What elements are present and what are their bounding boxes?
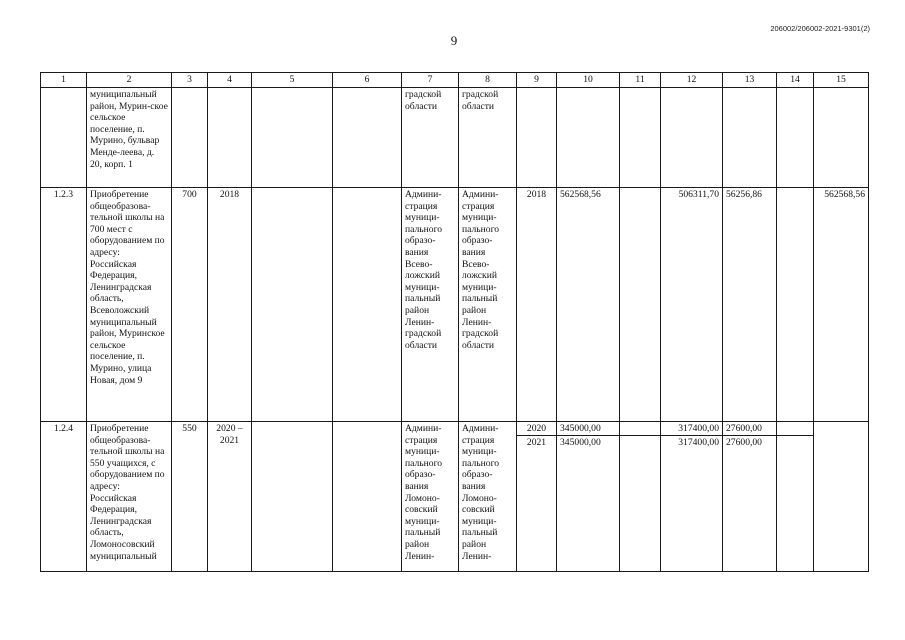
column-number: 10 — [557, 73, 620, 88]
period-value: 2018 — [208, 188, 252, 422]
column-number: 5 — [252, 73, 333, 88]
object-description: муниципальный район, Мурин-ское сельское поселение, п. Мурино, бульвар Менде-леева, д. 20, корп. 1 — [87, 88, 172, 188]
column-number: 13 — [723, 73, 777, 88]
capacity-value: 550 — [172, 422, 208, 572]
column-number-row — [41, 73, 869, 88]
table-row — [41, 188, 869, 422]
year-value: 2018 — [517, 188, 557, 422]
regional-budget-amount: 317400,00 — [661, 422, 722, 436]
object-description: Приобретение общеобразова-тельной школы на 550 учащихся, с оборудованием по адресу: Российская Федерация, Ленинградская область, Ломоносовский муниципальный — [87, 422, 172, 572]
customer-organization: градской области — [459, 88, 517, 188]
item-number: 1.2.4 — [41, 422, 87, 572]
column-number: 6 — [333, 73, 402, 88]
total-amount: 345000,00 — [560, 437, 601, 448]
column-number: 11 — [620, 73, 661, 88]
local-budget-amount: 27600,00 — [723, 422, 776, 436]
object-description: Приобретение общеобразова-тельной школы на 700 мест с оборудованием по адресу: Российская Федерация, Ленинградская область, Всеволожский муниципальный район, Муринское сельское поселение, п. Мурино, улица Новая, дом 9 — [87, 188, 172, 422]
column-number: 7 — [402, 73, 459, 88]
local-budget-amount: 27600,00 — [726, 437, 762, 448]
year-cell — [517, 422, 557, 572]
year-value: 2020 — [517, 422, 556, 436]
document-id: 206002/206002-2021-9301(2) — [770, 24, 870, 33]
program-table — [40, 72, 869, 572]
local-budget-cell — [723, 422, 777, 572]
period-value: 2020 – 2021 — [208, 422, 252, 572]
customer-organization: Админи-страция муници-пального образо-вания Всево-ложский муници-пальный район Ленин-градской области — [459, 188, 517, 422]
regional-budget-amount: 506311,70 — [661, 188, 723, 422]
column-number: 2 — [87, 73, 172, 88]
result-amount: 562568,56 — [814, 188, 869, 422]
customer-organization: Админи-страция муници-пального образо-вания Ломоно-совский муници-пальный район Ленин- — [459, 422, 517, 572]
local-budget-amount: 56256,86 — [723, 188, 777, 422]
column-number: 3 — [172, 73, 208, 88]
table-row — [41, 422, 869, 572]
responsible-organization: Админи-страция муници-пального образо-вания Ломоно-совский муници-пальный район Ленин- — [402, 422, 459, 572]
regional-budget-amount: 317400,00 — [678, 437, 719, 448]
total-amount: 345000,00 — [557, 422, 619, 436]
year-value: 2021 — [526, 437, 547, 448]
capacity-value: 700 — [172, 188, 208, 422]
total-amount-cell — [557, 422, 620, 572]
total-amount: 562568,56 — [557, 188, 620, 422]
column-number: 4 — [208, 73, 252, 88]
page-number: 9 — [450, 33, 458, 48]
column-number: 1 — [41, 73, 87, 88]
column-number: 9 — [517, 73, 557, 88]
table-row — [41, 88, 869, 188]
column-number: 12 — [661, 73, 723, 88]
column-number: 14 — [777, 73, 814, 88]
regional-budget-cell — [661, 422, 723, 572]
column-number: 15 — [814, 73, 869, 88]
responsible-organization: Админи-страция муници-пального образо-вания Всево-ложский муници-пальный район Ленин-градской области — [402, 188, 459, 422]
column-number: 8 — [459, 73, 517, 88]
responsible-organization: градской области — [402, 88, 459, 188]
item-number: 1.2.3 — [41, 188, 87, 422]
